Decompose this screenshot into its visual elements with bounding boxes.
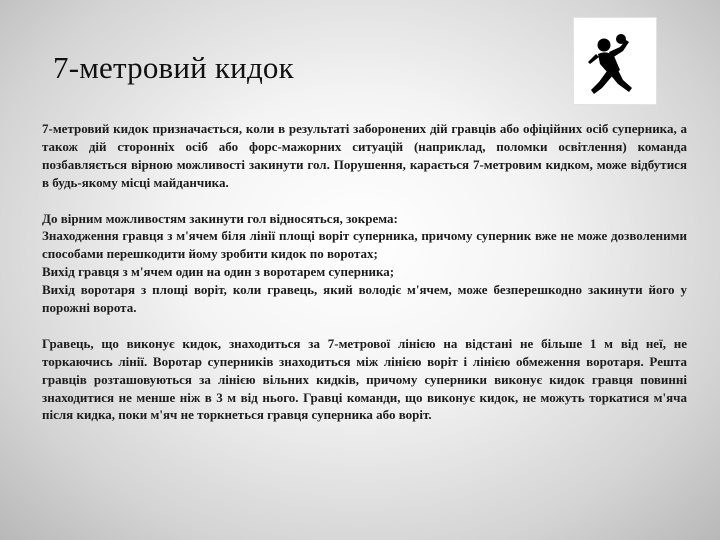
slide-title: 7-метровий кидок bbox=[53, 50, 294, 85]
handball-logo bbox=[573, 17, 657, 105]
handball-player-icon bbox=[574, 18, 656, 104]
paragraph-rules: Гравець, що виконує кидок, знаходиться за 7-метрової лінією на відстані не більше 1 м від неї, не торкаючись лінії. Воротар суперників знаходиться між лінією воріт і лінією обмеження воротаря. Решта гравців розташовуються за лінією вільних кидків, причому суперники виконує кидок гравця повинні знаходитися не менше ніж в 3 м від нього. Гравці команди, що виконує кидок, не можуть торкатися м'яча після кидка, поки м'яч не торкнеться гравця суперника або воріт. bbox=[42, 335, 687, 423]
list-item: Знаходження гравця з м'ячем біля лінії площі воріт суперника, причому суперник вже не може дозволеними способами перешкодити йому зробити кидок по воротах; bbox=[42, 228, 687, 262]
paragraph-list-heading: До вірним можливостям закинути гол відносяться, зокрема: bbox=[42, 210, 398, 226]
slide-body bbox=[42, 120, 687, 424]
list-item: Вихід воротаря з площі воріт, коли гравець, який володіє м'ячем, може безперешкодно закинути його у порожні ворота. bbox=[42, 282, 687, 316]
paragraph-intro: 7-метровий кидок призначається, коли в результаті заборонених дій гравців або офіційних осіб суперника, а також дій сторонніх осіб або форс-мажорних ситуацій (наприклад, поломки освітлення) команда позбавляється вірною можливості закинути гол. Порушення, карається 7-метровим кидком, може відбутися в будь-якому місці майданчика. bbox=[42, 121, 687, 190]
list-item: Вихід гравця з м'ячем один на один з воротарем суперника; bbox=[42, 264, 395, 280]
